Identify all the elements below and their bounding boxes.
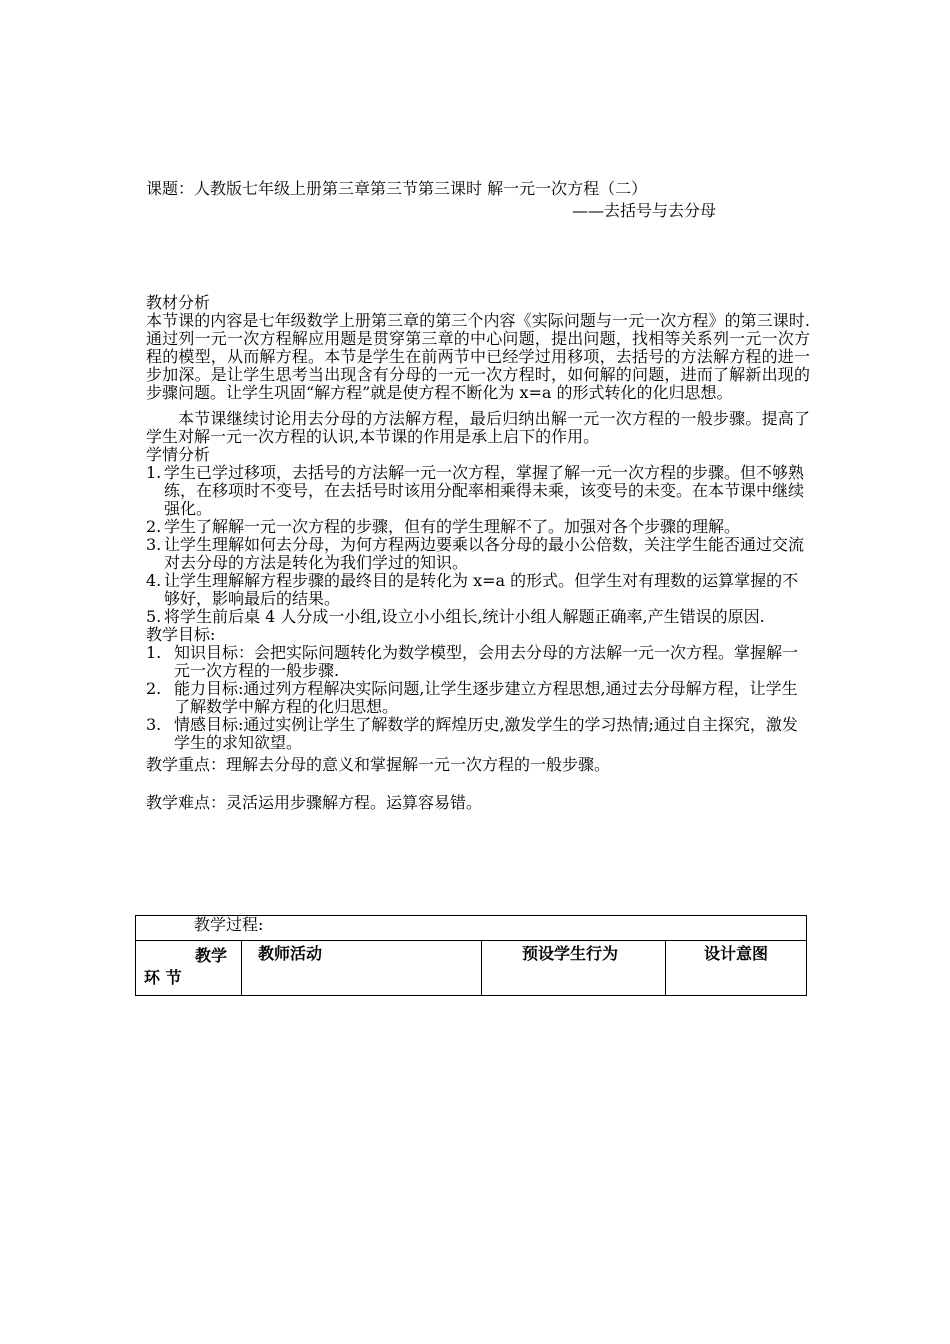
list-item-number: 1. [146,643,162,662]
list-item-text: 让学生理解解方程步骤的最终目的是转化为 x=a 的形式。但学生对有理数的运算掌握的不够好，影响最后的结果。 [164,571,799,608]
student-analysis-list [146,464,810,626]
teaching-goals-list [146,644,810,752]
list-item-number: 2. [146,517,162,536]
header-teacher-activity: 教师活动 [242,941,482,996]
material-analysis-heading: 教材分析 [146,293,211,312]
header-stage-line1: 教学 [194,946,227,965]
list-item-text: 将学生前后桌 4 人分成一小组,设立小小组长,统计小组人解题正确率,产生错误的原因. [164,607,765,626]
teaching-process-table [135,915,807,996]
list-item [146,680,810,716]
difficulty: 教学难点：灵活运用步骤解方程。运算容易错。 [146,793,483,812]
teaching-goals-heading: 教学目标: [146,625,216,644]
document-body [146,294,810,812]
header-stage [136,941,242,996]
list-item [146,518,810,536]
list-item [146,716,810,752]
list-item-number: 3. [146,715,162,734]
header-student-behavior: 预设学生行为 [482,941,666,996]
material-analysis-para2: 本节课继续讨论用去分母的方法解方程，最后归纳出解一元一次方程的一般步骤。提高了学生对解一元一次方程的认识,本节课的作用是承上启下的作用。 [146,409,810,446]
list-item-text: 让学生理解如何去分母，为何方程两边要乘以各分母的最小公倍数，关注学生能否通过交流对去分母的方法是转化为我们学过的知识。 [164,535,805,572]
list-item-text: 学生了解解一元一次方程的步骤，但有的学生理解不了。加强对各个步骤的理解。 [164,517,741,536]
list-item-number: 4. [146,571,162,590]
lesson-subtitle: ——去括号与去分母 [572,201,717,220]
list-item [146,572,810,608]
list-item-text: 情感目标:通过实例让学生了解数学的辉煌历史,激发学生的学习热情;通过自主探究，激发学生的求知欲望。 [174,715,798,752]
key-point: 教学重点：理解去分母的意义和掌握解一元一次方程的一般步骤。 [146,755,611,774]
material-analysis-para1: 本节课的内容是七年级数学上册第三章的第三个内容《实际问题与一元一次方程》的第三课时.通过列一元一次方程解应用题是贯穿第三章的中心问题，提出问题，找相等关系列一元一次方程的模型，从而解方程。本节是学生在前两节中已经学过用移项，去括号的方法解方程的进一步加深。是让学生思考当出现含有分母的一元一次方程时，如何解的问题，进而了解新出现的步骤问题。让学生巩固“解方程”就是使方程不断化为 x=a 的形式转化的化归思想。 [146,311,810,402]
list-item-number: 1. [146,463,162,482]
list-item-text: 知识目标：会把实际问题转化为数学模型，会用去分母的方法解一元一次方程。掌握解一元一次方程的一般步骤. [174,643,799,680]
list-item [146,536,810,572]
list-item-number: 3. [146,535,162,554]
header-design-intent: 设计意图 [666,941,807,996]
table-header-row [136,941,807,996]
table-caption: 教学过程: [136,916,807,941]
student-analysis-heading: 学情分析 [146,445,211,464]
lesson-title: 课题：人教版七年级上册第三章第三节第三课时 解一元一次方程（二） [146,179,648,198]
table-caption-row [136,916,807,941]
list-item [146,608,810,626]
list-item-text: 能力目标:通过列方程解决实际问题,让学生逐步建立方程思想,通过去分母解方程，让学生了解数学中解方程的化归思想。 [174,679,798,716]
list-item-number: 5. [146,607,162,626]
list-item-text: 学生已学过移项，去括号的方法解一元一次方程，掌握了解一元一次方程的步骤。但不够熟练，在移项时不变号，在去括号时该用分配率相乘得未乘，该变号的未变。在本节课中继续强化。 [164,463,805,518]
header-stage-line2: 环 节 [144,968,182,987]
list-item-number: 2. [146,679,162,698]
list-item [146,464,810,518]
list-item [146,644,810,680]
